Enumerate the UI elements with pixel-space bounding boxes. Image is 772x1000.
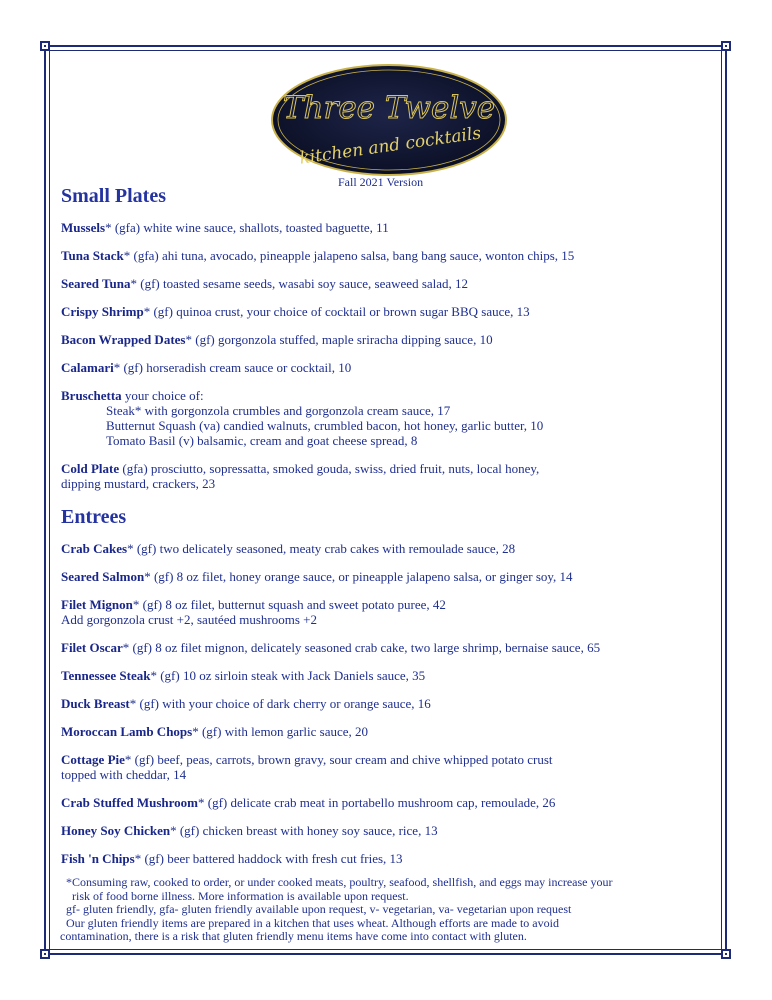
item-desc: * (gf) gorgonzola stuffed, maple sriracha dipping sauce, 10	[185, 332, 493, 347]
item-name: Crab Cakes	[61, 541, 128, 556]
item-desc: * (gf) quinoa crust, your choice of cocktail or brown sugar BBQ sauce, 13	[143, 304, 530, 319]
menu-item	[61, 569, 721, 584]
item-name: Seared Salmon	[61, 569, 145, 584]
gluten-disclaimer: Our gluten friendly items are prepared in a kitchen that uses wheat. Although efforts are made to avoid	[66, 915, 559, 930]
bruschetta-option: Steak* with gorgonzola crumbles and gorgonzola cream sauce, 17	[106, 403, 451, 418]
item-name: Tuna Stack	[61, 248, 124, 263]
item-name: Bruschetta	[61, 388, 122, 403]
item-desc: * (gfa) white wine sauce, shallots, toasted baguette, 11	[105, 220, 389, 235]
item-desc: * (gf) with your choice of dark cherry or orange sauce, 16	[129, 696, 431, 711]
item-desc: * (gf) chicken breast with honey soy sauce, rice, 13	[170, 823, 438, 838]
food-safety-notice-continued: risk of food borne illness. More information is available upon request.	[72, 888, 409, 903]
item-desc-continued: topped with cheddar, 14	[61, 767, 187, 782]
menu-item	[61, 220, 721, 235]
item-name: Filet Mignon	[61, 597, 133, 612]
section-title-entrees: Entrees	[61, 506, 127, 528]
corner-ornament-bottom-left	[40, 949, 50, 959]
item-name: Crab Stuffed Mushroom	[61, 795, 198, 810]
item-desc: * (gf) 10 oz sirloin steak with Jack Daniels sauce, 35	[150, 668, 426, 683]
item-name: Cold Plate	[61, 461, 120, 476]
item-desc: * (gf) 8 oz filet mignon, delicately seasoned crab cake, two large shrimp, bernaise sauce, 65	[122, 640, 601, 655]
food-safety-notice: *Consuming raw, cooked to order, or under cooked meats, poultry, seafood, shellfish, and eggs may increase your	[66, 875, 613, 889]
menu-footer-notes	[60, 875, 716, 944]
restaurant-logo	[270, 63, 508, 177]
bruschetta-heading	[61, 388, 721, 403]
menu-item	[61, 541, 721, 556]
section-title-small-plates: Small Plates	[61, 185, 166, 207]
item-desc: * (gf) beef, peas, carrots, brown gravy, sour cream and chive whipped potato crust	[124, 752, 553, 767]
cold-plate-line	[61, 461, 721, 476]
menu-item	[61, 332, 721, 347]
filet-mignon-line	[61, 597, 721, 612]
item-desc: * (gf) delicate crab meat in portabello mushroom cap, remoulade, 26	[198, 795, 556, 810]
item-desc: * (gf) 8 oz filet, butternut squash and sweet potato puree, 42	[132, 597, 446, 612]
corner-ornament-bottom-right	[721, 949, 731, 959]
item-name: Moroccan Lamb Chops	[61, 724, 193, 739]
menu-item	[61, 823, 721, 838]
menu-item-cold-plate	[61, 461, 721, 491]
menu-item-bruschetta	[61, 388, 721, 448]
menu-item	[61, 360, 721, 375]
dietary-legend: gf- gluten friendly, gfa- gluten friendly available upon request, v- vegetarian, va- vegetarian upon request	[66, 902, 572, 916]
menu-item	[61, 668, 721, 683]
cottage-pie-line	[61, 752, 721, 767]
corner-ornament-top-left	[40, 41, 50, 51]
menu-item-filet-mignon	[61, 597, 721, 627]
item-desc: * (gf) toasted sesame seeds, wasabi soy sauce, seaweed salad, 12	[130, 276, 469, 291]
item-desc: * (gf) 8 oz filet, honey orange sauce, or pineapple jalapeno salsa, or ginger soy, 14	[144, 569, 573, 584]
item-name: Crispy Shrimp	[61, 304, 144, 319]
menu-item	[61, 795, 721, 810]
bruschetta-option: Tomato Basil (v) balsamic, cream and goat cheese spread, 8	[106, 433, 418, 448]
item-name: Mussels	[61, 220, 106, 235]
item-desc: your choice of:	[121, 388, 204, 403]
menu-content	[61, 185, 721, 866]
menu-item	[61, 724, 721, 739]
corner-ornament-top-right	[721, 41, 731, 51]
item-name: Duck Breast	[61, 696, 130, 711]
item-desc: * (gf) horseradish cream sauce or cocktail, 10	[113, 360, 352, 375]
item-name: Cottage Pie	[61, 752, 125, 767]
item-name: Filet Oscar	[61, 640, 123, 655]
item-name: Calamari	[61, 360, 114, 375]
item-desc: * (gf) two delicately seasoned, meaty crab cakes with remoulade sauce, 28	[127, 541, 516, 556]
menu-item	[61, 851, 721, 866]
menu-item	[61, 696, 721, 711]
menu-item-cottage-pie	[61, 752, 721, 782]
item-name: Tennessee Steak	[61, 668, 151, 683]
bruschetta-option: Butternut Squash (va) candied walnuts, crumbled bacon, hot honey, garlic butter, 10	[106, 418, 544, 433]
logo-title: Three Twelve	[282, 90, 496, 126]
item-name: Fish 'n Chips	[61, 851, 135, 866]
menu-item	[61, 304, 721, 319]
item-desc: * (gfa) ahi tuna, avocado, pineapple jalapeno salsa, bang bang sauce, wonton chips, 15	[123, 248, 575, 263]
menu-item	[61, 248, 721, 263]
menu-item	[61, 640, 721, 655]
item-addon: Add gorgonzola crust +2, sautéed mushrooms +2	[61, 612, 317, 627]
menu-version: Fall 2021 Version	[338, 175, 424, 189]
item-desc: * (gf) beer battered haddock with fresh cut fries, 13	[134, 851, 403, 866]
item-desc-continued: dipping mustard, crackers, 23	[61, 476, 216, 491]
item-desc: * (gf) with lemon garlic sauce, 20	[192, 724, 369, 739]
logo-tagline: kitchen and cocktails	[298, 123, 483, 169]
item-name: Seared Tuna	[61, 276, 131, 291]
item-name: Bacon Wrapped Dates	[61, 332, 186, 347]
item-name: Honey Soy Chicken	[61, 823, 171, 838]
gluten-disclaimer-continued: contamination, there is a risk that gluten friendly menu items have come into contact with gluten.	[60, 929, 527, 943]
menu-item	[61, 276, 721, 291]
item-desc: (gfa) prosciutto, sopressatta, smoked gouda, swiss, dried fruit, nuts, local honey,	[119, 461, 540, 476]
